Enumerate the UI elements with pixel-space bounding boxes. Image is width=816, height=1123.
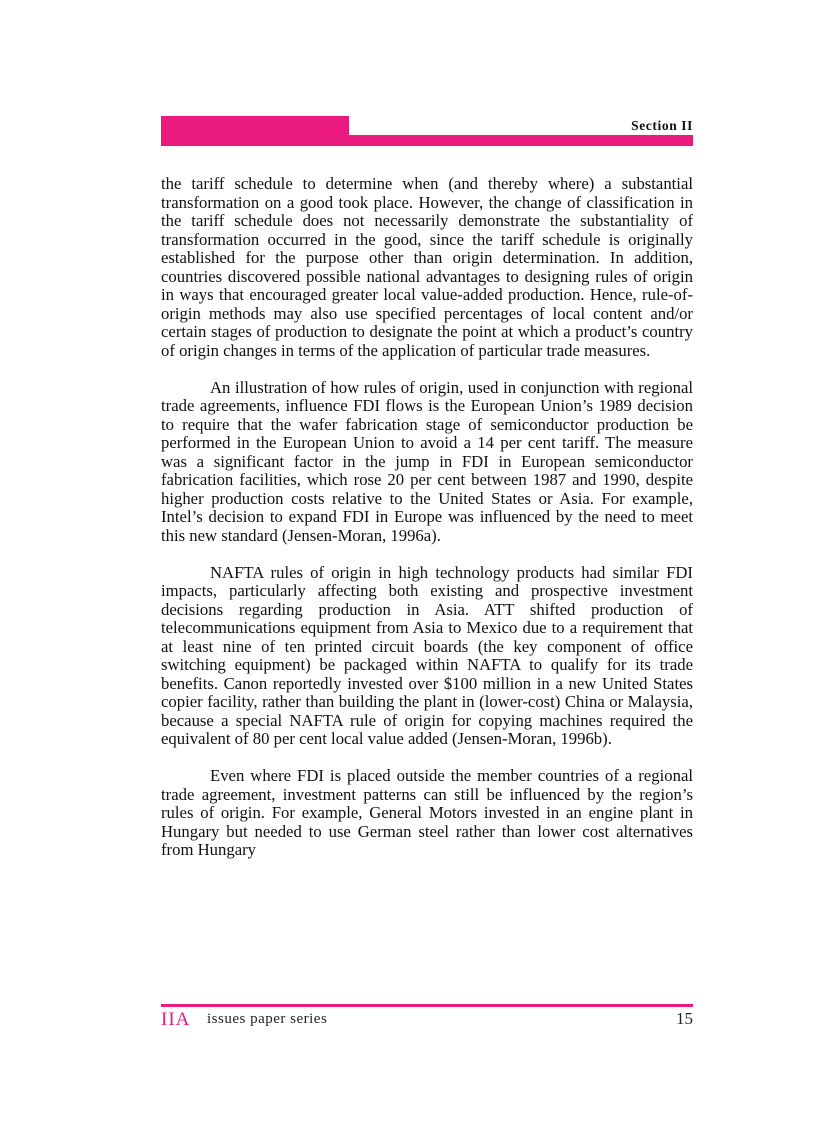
page-number: 15 [676, 1009, 693, 1028]
paragraph-1: the tariff schedule to determine when (and thereby where) a substantial transformation on a good took place. However, the change of classification in the tariff schedule does not necessarily demonstrate the substantiality of transformation occurred in the good, since the tariff schedule is originally established for the purpose other than origin determination. In addition, countries discovered possible national advantages to designing rules of origin in ways that encouraged greater local value-added production. Hence, rule-of-origin methods may also use specified percentages of local content and/or certain stages of production to designate the point at which a product’s country of origin changes in terms of the application of particular trade measures. [161, 174, 693, 360]
page-footer [161, 1009, 693, 1031]
paragraph-3: NAFTA rules of origin in high technology products had similar FDI impacts, particularly affecting both existing and prospective investment decisions regarding production in Asia. ATT shifted production of telecommunications equipment from Asia to Mexico due to a requirement that at least nine of ten printed circuit boards (the key component of office switching equipment) be packaged within NAFTA to qualify for its trade benefits. Canon reportedly invested over $100 million in a new United States copier facility, rather than building the plant in (lower-cost) China or Malaysia, because a special NAFTA rule of origin for copying machines required the equivalent of 80 per cent local value added (Jensen-Moran, 1996b). [161, 562, 693, 748]
paragraph-4: Even where FDI is placed outside the member countries of a regional trade agreement, investment patterns can still be influenced by the region’s rules of origin. For example, General Motors invested in an engine plant in Hungary but needed to use German steel rather than lower cost alternatives from Hungary [161, 766, 693, 859]
header-accent-rule [161, 135, 693, 146]
footer-brand-logo: IIA [161, 1009, 191, 1030]
section-label: Section II [631, 118, 693, 133]
footer-rule [161, 1004, 693, 1007]
body-text [161, 175, 693, 878]
page-header [161, 116, 693, 146]
paragraph-2: An illustration of how rules of origin, used in conjunction with regional trade agreements, influence FDI flows is the European Union’s 1989 decision to require that the wafer fabrication stage of semiconductor production be performed in the European Union to avoid a 14 per cent tariff. The measure was a significant factor in the jump in FDI in European semiconductor fabrication facilities, which rose 20 per cent between 1987 and 1990, despite higher production costs relative to the United States or Asia. For example, Intel’s decision to expand FDI in Europe was influenced by the need to meet this new standard (Jensen-Moran, 1996a). [161, 377, 693, 545]
footer-series-title: issues paper series [207, 1011, 328, 1027]
